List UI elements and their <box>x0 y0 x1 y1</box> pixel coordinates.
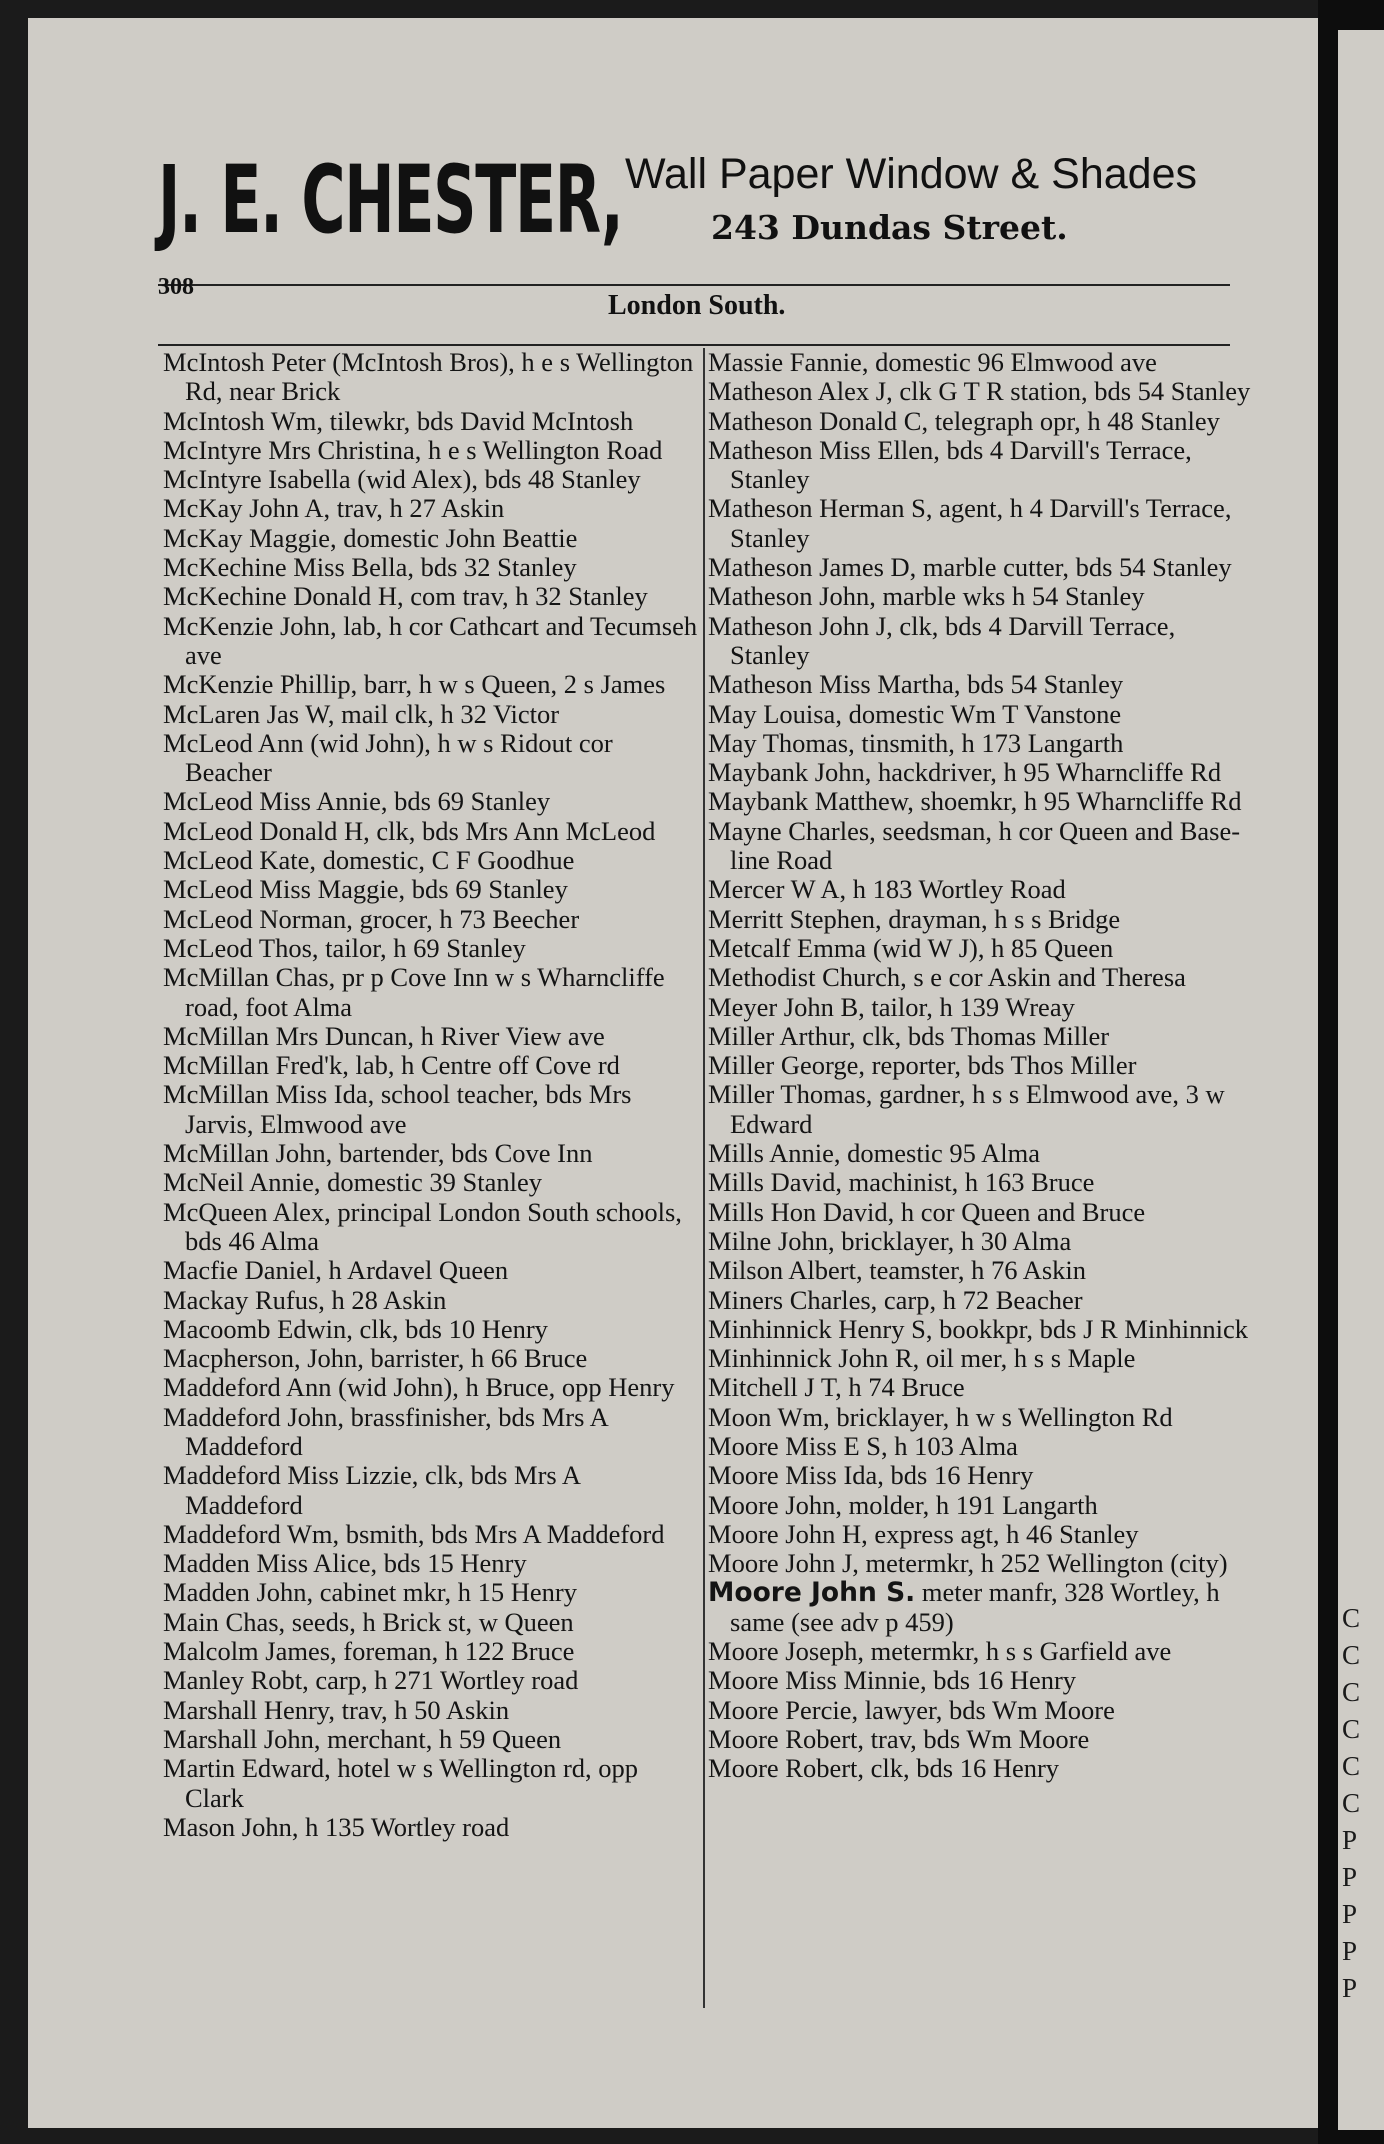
directory-entry: Maddeford Miss Lizzie, clk, bds Mrs A Maddeford <box>163 1460 580 1520</box>
directory-entry: Matheson Alex J, clk G T R station, bds 54 Stanley <box>708 376 1251 407</box>
directory-entry: Main Chas, seeds, h Brick st, w Queen <box>163 1606 574 1637</box>
directory-entry: Macpherson, John, barrister, h 66 Bruce <box>163 1343 588 1374</box>
directory-page <box>28 18 1328 2128</box>
featured-entry-name: Moore John S. <box>708 1577 916 1609</box>
directory-entry: Maddeford Ann (wid John), h Bruce, opp Henry <box>163 1372 675 1403</box>
header-rule <box>158 284 1230 286</box>
directory-entry: Moore John J, metermkr, h 252 Wellington (city) <box>708 1548 1228 1579</box>
edge-letter: C <box>1342 1603 1361 1633</box>
directory-entry: McLaren Jas W, mail clk, h 32 Victor <box>163 698 560 729</box>
directory-entry: Matheson John J, clk, bds 4 Darvill Terrace, Stanley <box>708 610 1176 670</box>
advertisement-header <box>158 146 1268 266</box>
edge-letter: P <box>1342 1973 1358 2003</box>
directory-entry: McLeod Norman, grocer, h 73 Beecher <box>163 903 580 934</box>
directory-entry: McLeod Miss Maggie, bds 69 Stanley <box>163 874 568 905</box>
directory-entry: Meyer John B, tailor, h 139 Wreay <box>708 991 1075 1022</box>
edge-letter: C <box>1342 1788 1361 1818</box>
edge-letter: P <box>1342 1825 1358 1855</box>
directory-entry: Minhinnick John R, oil mer, h s s Maple <box>708 1343 1136 1374</box>
directory-entry: Moon Wm, bricklayer, h w s Wellington Rd <box>708 1401 1173 1432</box>
directory-entry: McLeod Thos, tailor, h 69 Stanley <box>163 932 526 963</box>
directory-entry: Moore John, molder, h 191 Langarth <box>708 1489 1098 1520</box>
directory-entry: McIntosh Peter (McIntosh Bros), h e s Wellington Rd, near Brick <box>163 347 694 407</box>
directory-entry: McKay John A, trav, h 27 Askin <box>163 493 505 524</box>
directory-entry: McMillan Mrs Duncan, h River View ave <box>163 1020 605 1051</box>
directory-entry: Milson Albert, teamster, h 76 Askin <box>708 1255 1087 1286</box>
directory-entry: Marshall John, merchant, h 59 Queen <box>163 1723 562 1754</box>
directory-entry: McQueen Alex, principal London South schools, bds 46 Alma <box>163 1196 682 1256</box>
directory-entry: McKechine Donald H, com trav, h 32 Stanley <box>163 581 648 612</box>
directory-entry: Moore Joseph, metermkr, h s s Garfield ave <box>708 1636 1172 1667</box>
edge-letter: P <box>1342 1862 1358 1892</box>
directory-entry: Minhinnick Henry S, bookkpr, bds J R Minhinnick <box>708 1313 1248 1344</box>
directory-entry: Moore Robert, clk, bds 16 Henry <box>708 1753 1060 1784</box>
directory-entry: Moore Miss E S, h 103 Alma <box>708 1430 1018 1461</box>
title-rule <box>158 344 1230 346</box>
directory-entry: Maybank John, hackdriver, h 95 Wharncliffe Rd <box>708 757 1222 788</box>
directory-entry: Matheson Herman S, agent, h 4 Darvill's Terrace, Stanley <box>708 493 1232 553</box>
directory-entry: McKay Maggie, domestic John Beattie <box>163 522 578 553</box>
directory-entry: McNeil Annie, domestic 39 Stanley <box>163 1167 543 1198</box>
directory-entry: Malcolm James, foreman, h 122 Bruce <box>163 1636 575 1667</box>
directory-entry: Moore Percie, lawyer, bds Wm Moore <box>708 1694 1115 1725</box>
directory-entry: Marshall Henry, trav, h 50 Askin <box>163 1694 510 1725</box>
directory-entry: Mason John, h 135 Wortley road <box>163 1811 510 1842</box>
directory-entry: Moore John H, express agt, h 46 Stanley <box>708 1518 1139 1549</box>
directory-entry: Matheson Miss Martha, bds 54 Stanley <box>708 669 1124 700</box>
directory-entry: Mackay Rufus, h 28 Askin <box>163 1284 447 1315</box>
directory-entry: McKenzie Phillip, barr, h w s Queen, 2 s James <box>163 669 666 700</box>
directory-entry: Mercer W A, h 183 Wortley Road <box>708 874 1066 905</box>
featured-directory-entry <box>708 1578 1253 1637</box>
ad-address: 243 Dundas Street. <box>711 208 1068 247</box>
directory-entry: Matheson Miss Ellen, bds 4 Darvill's Terrace, Stanley <box>708 434 1192 495</box>
directory-entry: Moore Miss Minnie, bds 16 Henry <box>708 1665 1077 1696</box>
edge-letter: C <box>1342 1714 1361 1744</box>
directory-entry: Mills Annie, domestic 95 Alma <box>708 1138 1040 1169</box>
directory-entry: McLeod Miss Annie, bds 69 Stanley <box>163 786 551 817</box>
directory-entry: Matheson John, marble wks h 54 Stanley <box>708 581 1145 612</box>
column-divider <box>703 348 705 2008</box>
directory-entry: May Thomas, tinsmith, h 173 Langarth <box>708 727 1124 758</box>
directory-entry: McMillan Miss Ida, school teacher, bds Mrs Jarvis, Elmwood ave <box>163 1079 632 1139</box>
directory-entry: Mayne Charles, seedsman, h cor Queen and Base-line Road <box>708 815 1241 876</box>
directory-entry: Moore Miss Ida, bds 16 Henry <box>708 1460 1034 1491</box>
directory-entry: McIntyre Isabella (wid Alex), bds 48 Stanley <box>163 464 641 495</box>
directory-entry: McIntyre Mrs Christina, h e s Wellington Road <box>163 434 663 465</box>
directory-entry: McMillan Fred'k, lab, h Centre off Cove rd <box>163 1050 620 1081</box>
brand-name: J. E. CHESTER, <box>158 146 623 255</box>
directory-entry: Maddeford Wm, bsmith, bds Mrs A Maddeford <box>163 1518 665 1549</box>
section-title: London South. <box>608 290 786 321</box>
directory-entry: Madden John, cabinet mkr, h 15 Henry <box>163 1577 578 1608</box>
directory-entry: McLeod Donald H, clk, bds Mrs Ann McLeod <box>163 815 656 846</box>
directory-entry: McMillan John, bartender, bds Cove Inn <box>163 1138 593 1169</box>
directory-entry: McMillan Chas, pr p Cove Inn w s Wharncliffe road, foot Alma <box>163 962 665 1022</box>
featured-entry-text: meter manfr, 328 Wortley, h same (see adv p 459) <box>730 1577 1220 1637</box>
adjacent-page-edge <box>1338 30 1384 2130</box>
edge-letter: C <box>1342 1640 1361 1670</box>
directory-entry: Manley Robt, carp, h 271 Wortley road <box>163 1665 579 1696</box>
directory-entry: May Louisa, domestic Wm T Vanstone <box>708 698 1122 729</box>
directory-entry: Moore Robert, trav, bds Wm Moore <box>708 1723 1090 1754</box>
directory-entry: McKechine Miss Bella, bds 32 Stanley <box>163 552 577 583</box>
directory-entry: Merritt Stephen, drayman, h s s Bridge <box>708 903 1121 934</box>
directory-entry: Miller Arthur, clk, bds Thomas Miller <box>708 1020 1110 1051</box>
directory-entry: McLeod Ann (wid John), h w s Ridout cor Beacher <box>163 727 613 788</box>
directory-entry: Milne John, bricklayer, h 30 Alma <box>708 1225 1072 1256</box>
left-column <box>163 348 703 1842</box>
directory-entry: Miller George, reporter, bds Thos Miller <box>708 1050 1137 1081</box>
directory-entry: Methodist Church, s e cor Askin and Theresa <box>708 962 1186 993</box>
directory-entry: Martin Edward, hotel w s Wellington rd, opp Clark <box>163 1753 639 1813</box>
directory-entry: Matheson Donald C, telegraph opr, h 48 Stanley <box>708 405 1220 436</box>
directory-entry: Miller Thomas, gardner, h s s Elmwood ave, 3 w Edward <box>708 1079 1225 1139</box>
directory-entry: Maddeford John, brassfinisher, bds Mrs A Maddeford <box>163 1401 608 1461</box>
directory-entry: Massie Fannie, domestic 96 Elmwood ave <box>708 347 1157 377</box>
edge-letter: P <box>1342 1899 1358 1929</box>
edge-letter: C <box>1342 1677 1361 1707</box>
edge-letter: C <box>1342 1751 1361 1781</box>
directory-entry: Metcalf Emma (wid W J), h 85 Queen <box>708 932 1114 963</box>
directory-entry: Macfie Daniel, h Ardavel Queen <box>163 1255 509 1286</box>
directory-entry: Maybank Matthew, shoemkr, h 95 Wharncliffe Rd <box>708 786 1242 817</box>
edge-letter: P <box>1342 1936 1358 1966</box>
ad-tagline: Wall Paper Window & Shades <box>625 150 1197 198</box>
page-number: 308 <box>158 274 194 300</box>
directory-entry: Mills David, machinist, h 163 Bruce <box>708 1167 1095 1198</box>
directory-entry: Macoomb Edwin, clk, bds 10 Henry <box>163 1313 548 1344</box>
directory-entry: McLeod Kate, domestic, C F Goodhue <box>163 845 575 876</box>
directory-entry: Madden Miss Alice, bds 15 Henry <box>163 1548 527 1579</box>
directory-entry: McKenzie John, lab, h cor Cathcart and Tecumseh ave <box>163 610 698 670</box>
right-column <box>708 348 1253 1784</box>
directory-entry: Mitchell J T, h 74 Bruce <box>708 1372 965 1403</box>
directory-entry: Miners Charles, carp, h 72 Beacher <box>708 1284 1083 1315</box>
directory-entry: Matheson James D, marble cutter, bds 54 Stanley <box>708 552 1232 583</box>
directory-entry: McIntosh Wm, tilewkr, bds David McIntosh <box>163 405 634 436</box>
directory-entry: Mills Hon David, h cor Queen and Bruce <box>708 1196 1146 1227</box>
